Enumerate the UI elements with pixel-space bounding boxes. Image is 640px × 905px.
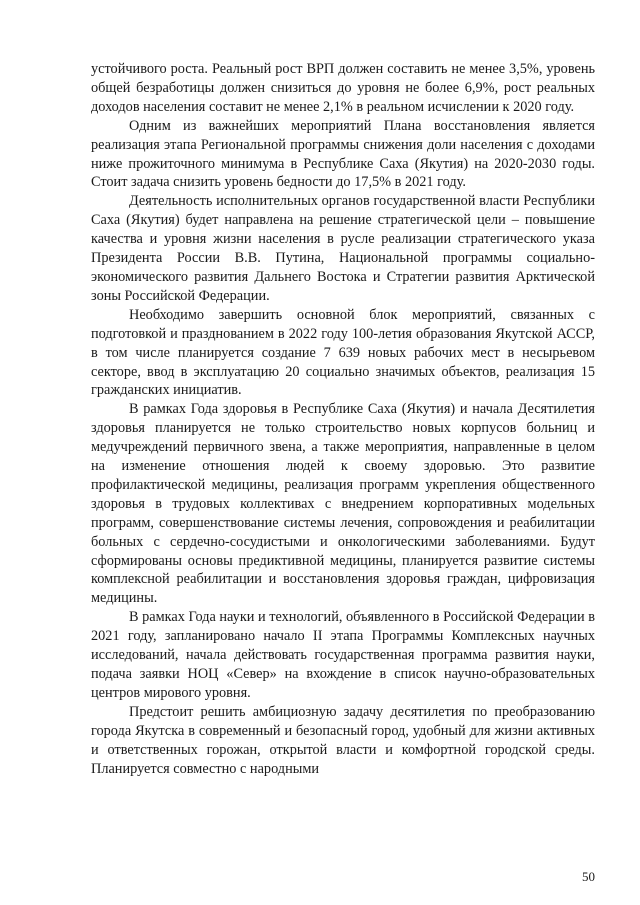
paragraph-yakut-assr-anniversary: Необходимо завершить основной блок мероприятий, связанных с подготовкой и празднованием в 2022 году 100-летия образования Якутской АССР, в том числе планируется создание 7 639 новых рабочих мест в несырьевом секторе, ввод в эксплуатацию 20 социально значимых объектов, реализация 15 гражданских инициатив.: [91, 306, 595, 399]
page-number: 50: [582, 869, 595, 884]
paragraph-continuation: устойчивого роста. Реальный рост ВРП должен составить не менее 3,5%, уровень общей безработицы должен снизиться до уровня не более 6,9%, рост реальных доходов населения составит не менее 2,1% в реальном исчислении к 2020 году.: [91, 61, 595, 115]
document-page: [91, 60, 595, 778]
paragraph-recovery-plan: Одним из важнейших мероприятий Плана восстановления является реализация этапа Региональной программы снижения доли населения с доходами ниже прожиточного минимума в Республике Саха (Якутия) на 2020-2030 годы. Стоит задача снизить уровень бедности до 17,5% в 2021 году.: [91, 117, 595, 191]
paragraph-executive-bodies: Деятельность исполнительных органов государственной власти Республики Саха (Якутия) будет направлена на решение стратегической цели – повышение качества и уровня жизни населения в русле реализации стратегического указа Президента России В.В. Путина, Национальной программы социально-экономического развития Дальнего Востока и Стратегии развития Арктической зоны Российской Федерации.: [91, 193, 595, 304]
paragraph-yakutsk-transformation: Предстоит решить амбициозную задачу десятилетия по преобразованию города Якутска в современный и безопасный город, удобный для жизни активных и ответственных горожан, открытой власти и комфортной городской среды. Планируется совместно с народными: [91, 703, 595, 777]
paragraph-year-of-science: В рамках Года науки и технологий, объявленного в Российской Федерации в 2021 году, запланировано начало II этапа Программы Комплексных научных исследований, начала действовать государственная программа развития науки, подача заявки НОЦ «Север» на вхождение в список научно-образовательных центров мирового уровня.: [91, 609, 595, 701]
paragraph-year-of-health: В рамках Года здоровья в Республике Саха (Якутия) и начала Десятилетия здоровья планируется не только строительство новых корпусов больниц и медучреждений первичного звена, а также мероприятия, направленные в целом на изменение отношения людей к своему здоровью. Это развитие профилактической медицины, реализация программ укрепления общественного здоровья в трудовых коллективах с внедрением корпоративных модельных программ, совершенствование системы лечения, сопровождения и реабилитации больных с сердечно-сосудистыми и онкологическими заболеваниями. Будут сформированы основы предиктивной медицины, планируется развитие системы комплексной реабилитации и восстановления здоровья граждан, цифровизация медицины.: [91, 401, 595, 607]
